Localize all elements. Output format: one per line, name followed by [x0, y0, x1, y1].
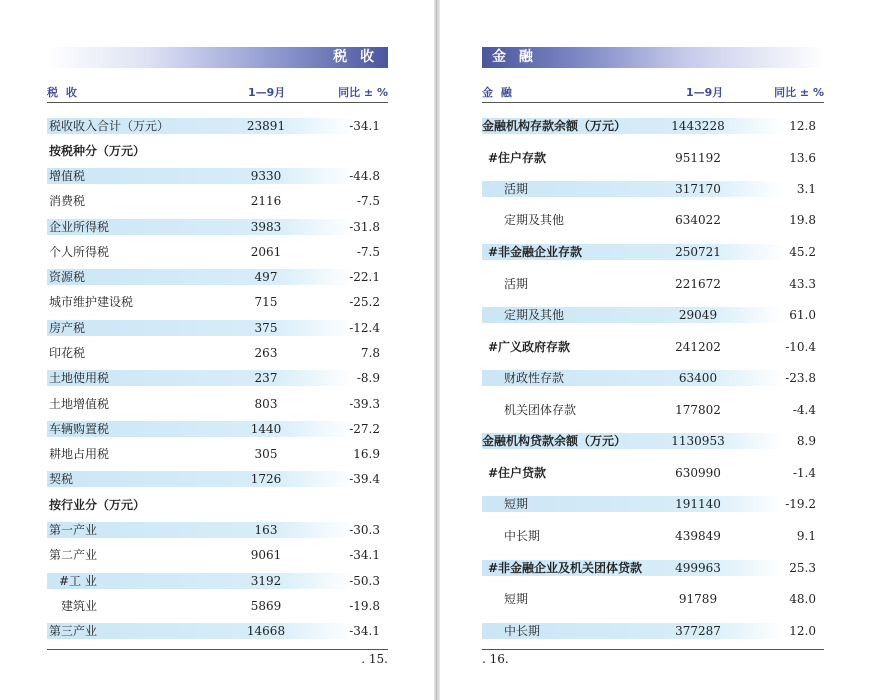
row-yoy: 61.0: [789, 308, 816, 322]
table-row: [47, 573, 388, 589]
row-value: 241202: [675, 340, 721, 354]
row-yoy: -7.5: [356, 245, 380, 259]
row-value: 2116: [250, 194, 282, 208]
row-value: 1440: [250, 422, 282, 436]
table-row: [482, 276, 824, 292]
row-yoy: -23.8: [785, 371, 816, 385]
row-value: 23891: [246, 119, 286, 133]
table-row: [47, 168, 388, 184]
row-value: 317170: [675, 182, 721, 196]
tax-column-headers: [47, 84, 388, 100]
row-yoy: 45.2: [789, 245, 816, 259]
table-row: [482, 560, 824, 576]
row-label: 第二产业: [49, 548, 98, 562]
row-value: 305: [254, 447, 278, 461]
row-value: 3192: [250, 574, 282, 588]
row-label: #住户存款: [488, 151, 547, 165]
page-fold-line: [436, 0, 437, 700]
row-value: 163: [254, 523, 278, 537]
row-yoy: -34.1: [349, 119, 380, 133]
row-label: 土地增值税: [49, 397, 110, 411]
row-value: 9061: [250, 548, 282, 562]
row-yoy: -4.4: [792, 403, 816, 417]
row-value: 497: [254, 270, 278, 284]
table-row: [47, 269, 388, 285]
row-label: 城市维护建设税: [49, 295, 134, 309]
row-value: 250721: [675, 245, 721, 259]
row-label: 活期: [504, 277, 529, 291]
row-label: 印花税: [49, 346, 86, 360]
table-row: [482, 181, 824, 197]
row-label: 短期: [504, 497, 529, 511]
finance-column-headers: [482, 84, 824, 100]
finance-header-period: 1—9月: [686, 86, 724, 99]
row-value: 237: [254, 371, 278, 385]
row-value: 1726: [250, 472, 282, 486]
row-yoy: 25.3: [789, 561, 816, 575]
row-label: #非金融企业存款: [488, 245, 583, 259]
row-value: 1443228: [671, 119, 725, 133]
row-value: 439849: [675, 529, 721, 543]
row-yoy: -44.8: [349, 169, 380, 183]
tax-banner-title: 税 收: [333, 49, 378, 65]
table-row: [47, 623, 388, 639]
row-yoy: -7.5: [356, 194, 380, 208]
row-yoy: 48.0: [789, 592, 816, 606]
row-yoy: -31.8: [349, 220, 380, 234]
section-heading: 按税种分（万元）: [49, 144, 146, 158]
right-page-finance: [482, 0, 824, 700]
table-row: [47, 471, 388, 487]
row-yoy: 12.0: [789, 624, 816, 638]
row-yoy: -8.9: [356, 371, 380, 385]
row-label: 活期: [504, 182, 529, 196]
table-row: [47, 370, 388, 386]
row-yoy: 3.1: [796, 182, 816, 196]
row-label: #住户贷款: [488, 466, 547, 480]
table-row: [482, 591, 824, 607]
row-value: 1130953: [671, 434, 725, 448]
row-value: 499963: [675, 561, 721, 575]
row-yoy: -39.4: [349, 472, 380, 486]
row-label: 消费税: [49, 194, 86, 208]
row-value: 715: [254, 295, 278, 309]
page-number: . 15.: [361, 652, 388, 666]
left-page-tax: [47, 0, 388, 700]
row-label: #广义政府存款: [488, 340, 571, 354]
row-yoy: -1.4: [792, 466, 816, 480]
row-label: 定期及其他: [504, 213, 565, 227]
row-label: 第一产业: [49, 523, 98, 537]
table-row: [482, 496, 824, 512]
tax-footer-rule: [47, 649, 388, 650]
row-value: 2061: [250, 245, 282, 259]
finance-header-yoy: 同比 ± %: [774, 86, 824, 99]
table-row: [482, 402, 824, 418]
finance-header-name: 金 融: [482, 86, 514, 99]
tax-header-rule: [47, 102, 388, 103]
row-value: 29049: [678, 308, 718, 322]
row-label: 资源税: [49, 270, 86, 284]
row-label: 短期: [504, 592, 529, 606]
row-label: 中长期: [504, 529, 541, 543]
table-row: [47, 396, 388, 412]
row-value: 91789: [678, 592, 718, 606]
row-value: 221672: [675, 277, 721, 291]
row-value: 951192: [675, 151, 721, 165]
row-label: #工 业: [59, 574, 97, 588]
finance-header-rule: [482, 102, 824, 103]
row-label: 企业所得税: [49, 220, 110, 234]
row-yoy: -30.3: [349, 523, 380, 537]
row-value: 177802: [675, 403, 721, 417]
row-label: 房产税: [49, 321, 86, 335]
finance-banner: [482, 47, 824, 68]
row-label: 个人所得税: [49, 245, 110, 259]
row-label: 中长期: [504, 624, 541, 638]
table-row: [482, 465, 824, 481]
table-row: [47, 522, 388, 538]
table-row: [47, 421, 388, 437]
row-value: 263: [254, 346, 278, 360]
row-value: 63400: [678, 371, 718, 385]
section-heading: 按行业分（万元）: [49, 498, 146, 512]
row-label: 金融机构存款余额（万元）: [482, 119, 627, 133]
row-label: #非金融企业及机关团体贷款: [488, 561, 643, 575]
table-row-by-tax-type: [47, 143, 388, 159]
row-label: 契税: [49, 472, 74, 486]
tax-header-period: 1—9月: [248, 86, 286, 99]
row-label: 机关团体存款: [504, 403, 577, 417]
row-value: 3983: [250, 220, 282, 234]
table-row-by-industry: [47, 497, 388, 513]
table-row: [47, 294, 388, 310]
table-row: [482, 307, 824, 323]
row-yoy: -10.4: [785, 340, 816, 354]
table-row: [47, 446, 388, 462]
row-value: 14668: [246, 624, 286, 638]
finance-footer-rule: [482, 649, 824, 650]
row-yoy: -39.3: [349, 397, 380, 411]
table-row-tax-total: [47, 118, 388, 134]
table-row: [482, 623, 824, 639]
row-label: 耕地占用税: [49, 447, 110, 461]
row-value: 630990: [675, 466, 721, 480]
page-number: . 16.: [482, 652, 509, 666]
row-label: 财政性存款: [504, 371, 565, 385]
table-row: [47, 345, 388, 361]
row-yoy: 19.8: [789, 213, 816, 227]
row-label: 金融机构贷款余额（万元）: [482, 434, 627, 448]
book-spine: [434, 0, 440, 700]
row-value: 375: [254, 321, 278, 335]
row-yoy: 12.8: [789, 119, 816, 133]
table-row: [482, 370, 824, 386]
tax-banner: [47, 47, 388, 68]
table-row-loans-total: [482, 433, 824, 449]
row-label: 定期及其他: [504, 308, 565, 322]
row-value: 377287: [675, 624, 721, 638]
row-yoy: 13.6: [789, 151, 816, 165]
table-row: [482, 528, 824, 544]
row-yoy: 16.9: [353, 447, 380, 461]
row-label: 税收收入合计（万元）: [49, 119, 170, 133]
row-label: 增值税: [49, 169, 86, 183]
row-yoy: -50.3: [349, 574, 380, 588]
row-value: 5869: [250, 599, 282, 613]
table-row: [47, 320, 388, 336]
row-yoy: -27.2: [349, 422, 380, 436]
row-yoy: 43.3: [789, 277, 816, 291]
table-row: [482, 244, 824, 260]
row-label: 第三产业: [49, 624, 98, 638]
finance-banner-title: 金 融: [492, 49, 537, 65]
row-value: 191140: [675, 497, 721, 511]
row-label: 车辆购置税: [49, 422, 110, 436]
row-label: 土地使用税: [49, 371, 110, 385]
row-value: 803: [254, 397, 278, 411]
row-yoy: -34.1: [349, 548, 380, 562]
row-yoy: 8.9: [796, 434, 816, 448]
row-yoy: -19.8: [349, 599, 380, 613]
table-row: [47, 547, 388, 563]
row-value: 634022: [675, 213, 721, 227]
table-row: [482, 212, 824, 228]
row-yoy: -22.1: [349, 270, 380, 284]
tax-header-name: 税 收: [47, 86, 79, 99]
row-yoy: -25.2: [349, 295, 380, 309]
row-yoy: -19.2: [785, 497, 816, 511]
row-value: 9330: [250, 169, 282, 183]
table-row: [47, 244, 388, 260]
table-row: [47, 598, 388, 614]
tax-header-yoy: 同比 ± %: [338, 86, 388, 99]
row-yoy: -34.1: [349, 624, 380, 638]
table-row: [482, 150, 824, 166]
row-label: 建筑业: [61, 599, 98, 613]
table-row-deposits-total: [482, 118, 824, 134]
table-row: [47, 193, 388, 209]
table-row: [47, 219, 388, 235]
table-row: [482, 339, 824, 355]
row-yoy: 7.8: [360, 346, 380, 360]
row-yoy: -12.4: [349, 321, 380, 335]
row-yoy: 9.1: [796, 529, 816, 543]
